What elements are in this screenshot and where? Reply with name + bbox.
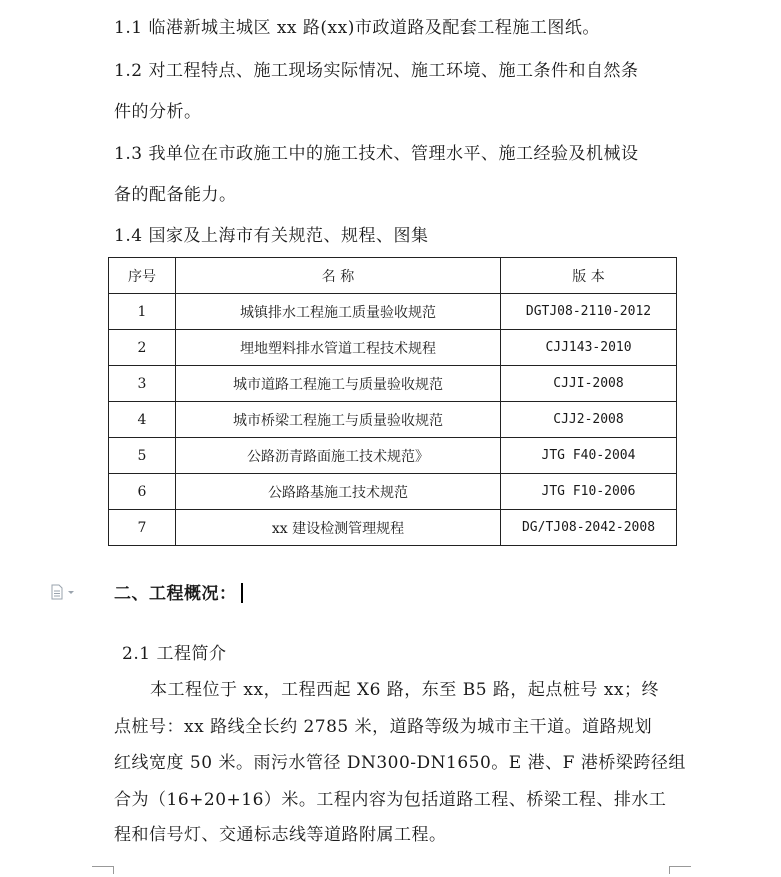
row-version: CJJ143-2010	[501, 330, 677, 366]
row-name: 公路路基施工技术规范	[176, 474, 501, 510]
paragraph-line-4: 合为（16+20+16）米。工程内容为包括道路工程、桥梁工程、排水工	[114, 790, 667, 810]
row-index: 5	[109, 438, 176, 474]
text-cursor	[241, 583, 243, 603]
document-icon	[50, 584, 80, 600]
row-version: CJJ2-2008	[501, 402, 677, 438]
paragraph-line-2: 点桩号：xx 路线全长约 2785 米，道路等级为城市主干道。道路规划	[114, 717, 653, 737]
row-version: JTG F40-2004	[501, 438, 677, 474]
table-row	[109, 366, 677, 402]
item-1-2-line2: 件的分析。	[114, 102, 202, 122]
header-name: 名 称	[176, 258, 501, 294]
table-row	[109, 474, 677, 510]
paragraph-line-5: 程和信号灯、交通标志线等道路附属工程。	[114, 825, 447, 845]
row-name: 城镇排水工程施工质量验收规范	[176, 294, 501, 330]
item-1-3-line2: 备的配备能力。	[114, 185, 237, 205]
page-corner-mark	[669, 866, 691, 877]
row-index: 2	[109, 330, 176, 366]
table-row	[109, 294, 677, 330]
item-1-4: 1.4 国家及上海市有关规范、规程、图集	[114, 226, 429, 246]
table-header-row	[109, 258, 677, 294]
row-version: DG/TJ08-2042-2008	[501, 510, 677, 546]
chevron-down-icon	[68, 591, 74, 594]
item-1-1: 1.1 临港新城主城区 xx 路(xx)市政道路及配套工程施工图纸。	[114, 18, 600, 38]
paragraph-line-3: 红线宽度 50 米。雨污水管径 DN300-DN1650。E 港、F 港桥梁跨径组	[114, 753, 686, 773]
row-name: 城市道路工程施工与质量验收规范	[176, 366, 501, 402]
row-name: xx 建设检测管理规程	[176, 510, 501, 546]
row-index: 3	[109, 366, 176, 402]
row-index: 1	[109, 294, 176, 330]
paragraph-line-1: 本工程位于 xx，工程西起 X6 路，东至 B5 路，起点桩号 xx；终	[150, 680, 659, 700]
table-row	[109, 510, 677, 546]
row-version: CJJI-2008	[501, 366, 677, 402]
table-row	[109, 402, 677, 438]
row-name: 城市桥梁工程施工与质量验收规范	[176, 402, 501, 438]
table-row	[109, 330, 677, 366]
header-version: 版 本	[501, 258, 677, 294]
page-corner-mark	[669, 866, 671, 874]
page-corner-mark	[92, 866, 114, 877]
page-corner-mark	[113, 866, 115, 874]
item-1-3-line1: 1.3 我单位在市政施工中的施工技术、管理水平、施工经验及机械设	[114, 144, 639, 164]
header-index: 序号	[109, 258, 176, 294]
section-2-heading[interactable]	[114, 583, 243, 605]
row-name: 公路沥青路面施工技术规范》	[176, 438, 501, 474]
table-row	[109, 438, 677, 474]
section-2-title: 二、工程概况：	[114, 584, 237, 604]
item-1-2-line1: 1.2 对工程特点、施工现场实际情况、施工环境、施工条件和自然条	[114, 61, 639, 81]
row-index: 4	[109, 402, 176, 438]
row-index: 7	[109, 510, 176, 546]
row-version: DGTJ08-2110-2012	[501, 294, 677, 330]
standards-table	[108, 257, 677, 546]
row-index: 6	[109, 474, 176, 510]
section-2-1-title: 2.1 工程简介	[122, 644, 227, 664]
row-name: 埋地塑料排水管道工程技术规程	[176, 330, 501, 366]
paragraph-menu-button[interactable]	[50, 584, 80, 600]
row-version: JTG F10-2006	[501, 474, 677, 510]
